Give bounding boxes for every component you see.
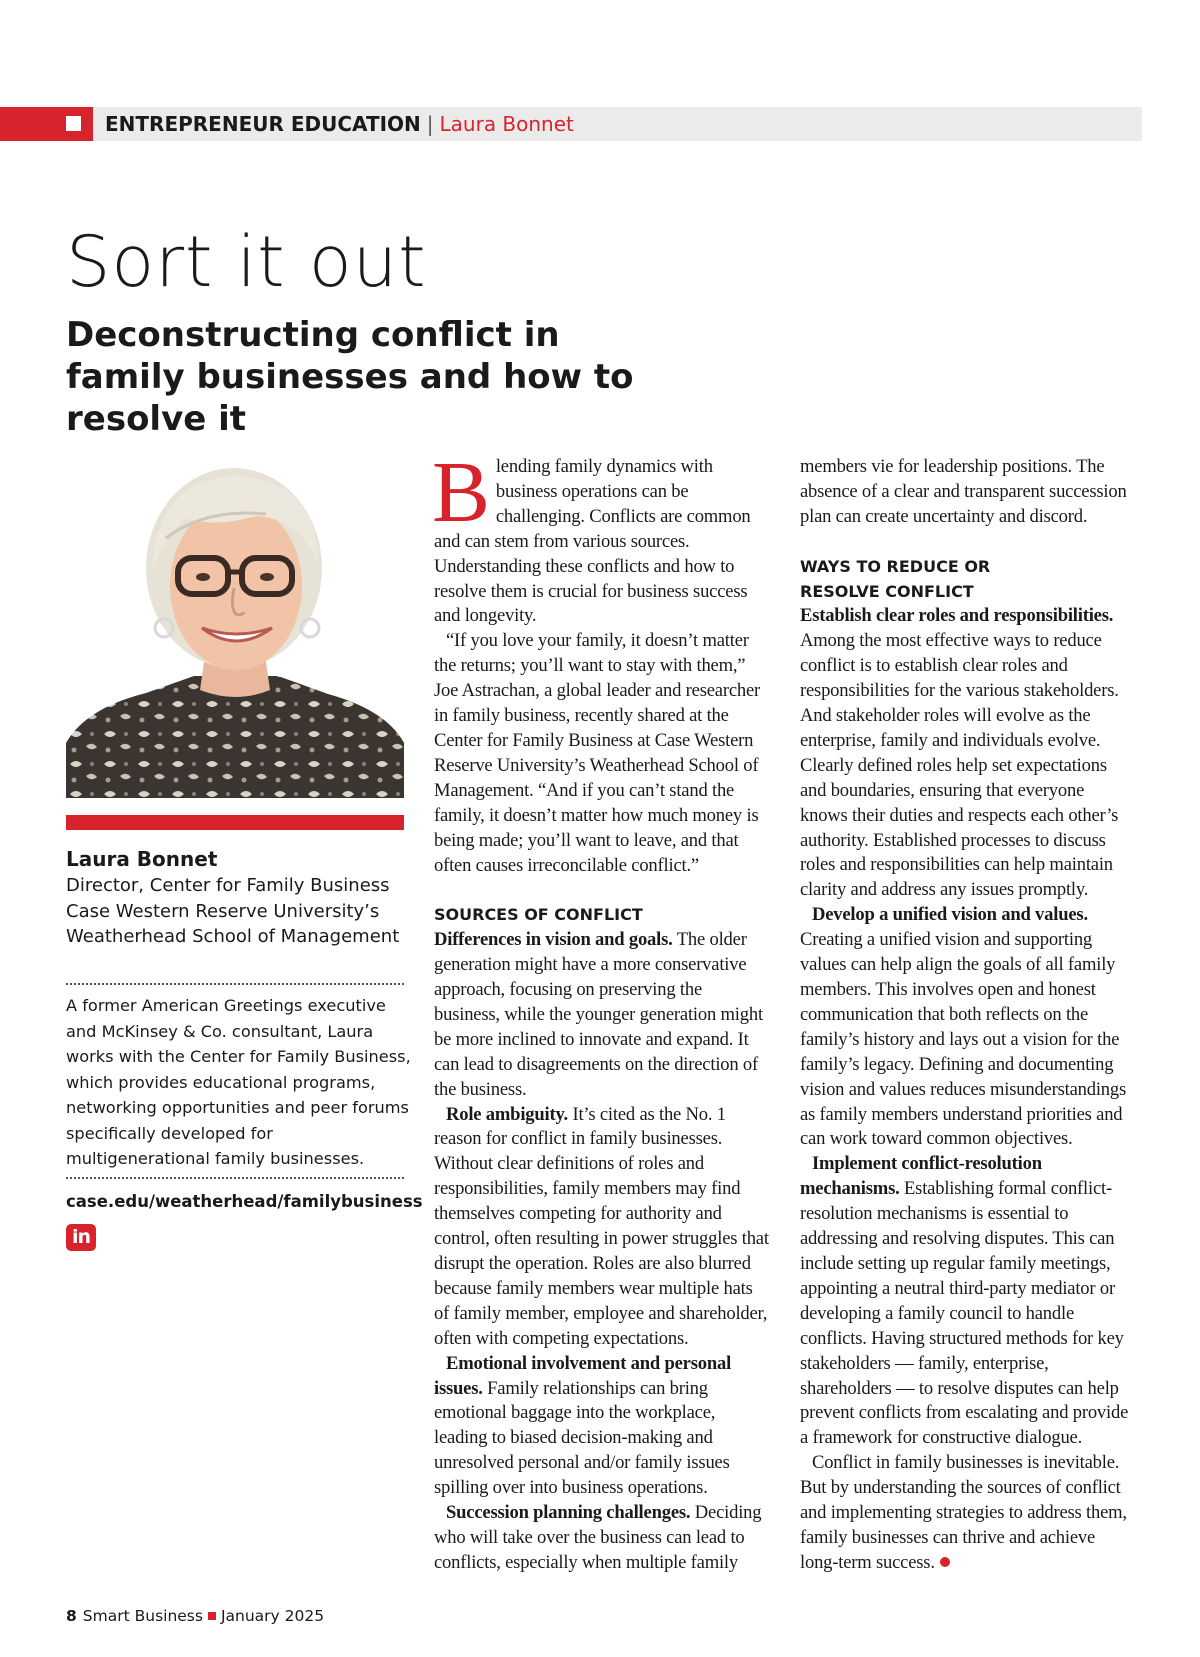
dotted-divider bbox=[66, 1177, 404, 1179]
way-paragraph bbox=[800, 903, 1135, 1152]
page-subtitle: Deconstructing conflict in family businesses and how to resolve it bbox=[66, 315, 634, 439]
intro-text: lending family dynamics with business operations can be challenging. Conflicts are common and can stem from various sources. Understanding these conflicts and how to resolve them is crucial for business success and longevity. bbox=[434, 456, 751, 627]
source-paragraph bbox=[434, 1352, 769, 1501]
author-photo bbox=[66, 458, 404, 798]
author-name: Laura Bonnet bbox=[66, 847, 218, 871]
source-paragraph bbox=[434, 1501, 769, 1576]
publication-name: Smart Business bbox=[82, 1607, 203, 1625]
header-label bbox=[105, 111, 574, 137]
conclusion-paragraph bbox=[800, 1451, 1135, 1576]
source-lead: Succession planning challenges. bbox=[446, 1502, 691, 1524]
photo-accent-bar bbox=[66, 815, 404, 830]
way-paragraph bbox=[800, 1152, 1135, 1451]
article-column-1 bbox=[432, 443, 769, 1576]
way-lead: Implement conflict-resolution mechanisms. bbox=[800, 1153, 1042, 1200]
page-footer bbox=[66, 1604, 324, 1628]
footer-square-icon bbox=[208, 1612, 216, 1620]
way-paragraph bbox=[800, 604, 1135, 903]
source-paragraph bbox=[434, 928, 769, 1102]
author-title: Director, Center for Family Business Case Western Reserve University’s Weatherhead School of Management bbox=[66, 875, 400, 947]
way-text: Creating a unified vision and supporting values can help align the goals of all family members. This involves open and honest communication that both reflects on the family’s history and lays out a vision for the family’s legacy. Defining and documenting vision and values reduces misunderstandings as family members understand priorities and can work toward common objectives. bbox=[800, 929, 1127, 1150]
page-title: Sort it out bbox=[66, 221, 427, 303]
drop-cap: B bbox=[432, 443, 490, 540]
source-lead: Differences in vision and goals. bbox=[434, 929, 673, 951]
header-square-icon bbox=[66, 116, 81, 131]
succession-continued: members vie for leadership positions. The absence of a clear and transparent succession plan can create uncertainty and discord. bbox=[800, 456, 1127, 527]
author-portrait-image bbox=[66, 458, 404, 798]
quote-paragraph: “If you love your family, it doesn’t matter the returns; you’ll want to stay with them,” Joe Astrachan, a global leader and researcher in family business, recently shared at the Center for Family Business at Case Western Reserve University’s Weatherhead School of Management. “And if you can’t stand the family, it doesn’t matter how much money is being made; you’ll want to leave, and that often causes irreconcilable conflict.” bbox=[434, 630, 761, 876]
ways-heading-line: RESOLVE CONFLICT bbox=[800, 581, 974, 601]
article-column-2 bbox=[800, 455, 1135, 1576]
source-text: The older generation might have a more conservative approach, focusing on preserving the business, while the younger generation might be more inclined to innovate and expand. It can lead to disagreements on the direction of the business. bbox=[434, 929, 763, 1100]
way-lead: Establish clear roles and responsibilities. bbox=[800, 605, 1114, 627]
author-website-link[interactable]: case.edu/weatherhead/familybusiness bbox=[66, 1192, 423, 1211]
page-number: 8 bbox=[66, 1607, 77, 1625]
section-name: ENTREPRENEUR EDUCATION bbox=[105, 112, 421, 136]
source-lead: Role ambiguity. bbox=[446, 1103, 568, 1125]
source-paragraph bbox=[434, 1103, 769, 1352]
ways-heading bbox=[800, 555, 1135, 605]
author-description: A former American Greetings executive and McKinsey & Co. consultant, Laura works with the Center for Family Business, which provides educational programs, networking opportunities and peer forums specifically developed for multigenerational family businesses. bbox=[66, 996, 411, 1168]
way-text: Establishing formal conflict-resolution mechanisms is essential to addressing and resolving disputes. This can include setting up regular family meetings, appointing a neutral third-party mediator or developing a family council to handle conflicts. Having structured methods for key stakeholders — family, enterprise, shareholders — to resolve disputes can help prevent conflicts from escalating and provide a framework for constructive dialogue. bbox=[800, 1178, 1129, 1449]
header-separator: | bbox=[426, 112, 434, 136]
conclusion-text: Conflict in family businesses is inevitable. But by understanding the sources of conflict and implementing strategies to address them, family businesses can thrive and achieve long-term success. bbox=[800, 1452, 1127, 1573]
dotted-divider bbox=[66, 983, 404, 985]
header-author: Laura Bonnet bbox=[439, 112, 574, 136]
way-text: Among the most effective ways to reduce conflict is to establish clear roles and responsibilities for the various stakeholders. And stakeholder roles will evolve as the enterprise, family and individuals evolve. Clearly defined roles help set expectations and boundaries, ensuring that everyone knows their duties and respects each other’s authority. Established processes to discuss roles and responsibilities can help maintain clarity and address any issues promptly. bbox=[800, 630, 1119, 901]
intro-paragraph bbox=[432, 443, 769, 629]
source-text: It’s cited as the No. 1 reason for conflict in family businesses. Without clear definitions of roles and responsibilities, family members may find themselves competing for authority and control, often resulting in power struggles that disrupt the operation. Roles are also blurred because family members wear multiple hats of family member, employee and shareholder, often with competing expectations. bbox=[434, 1103, 769, 1349]
end-mark-icon bbox=[940, 1557, 950, 1567]
linkedin-icon[interactable]: in bbox=[66, 1224, 96, 1251]
issue-date: January 2025 bbox=[220, 1607, 325, 1625]
ways-heading-line: WAYS TO REDUCE OR bbox=[800, 556, 991, 576]
way-lead: Develop a unified vision and values. bbox=[812, 904, 1088, 926]
source-lead: Emotional involvement and personal issues. bbox=[434, 1352, 732, 1399]
source-text: Family relationships can bring emotional baggage into the workplace, leading to biased decision-making and unresolved personal and/or family issues spilling over into business operations. bbox=[434, 1377, 730, 1499]
source-text: Deciding who will take over the business can lead to conflicts, especially when multiple family bbox=[434, 1502, 762, 1573]
sources-heading: SOURCES OF CONFLICT bbox=[434, 905, 643, 925]
